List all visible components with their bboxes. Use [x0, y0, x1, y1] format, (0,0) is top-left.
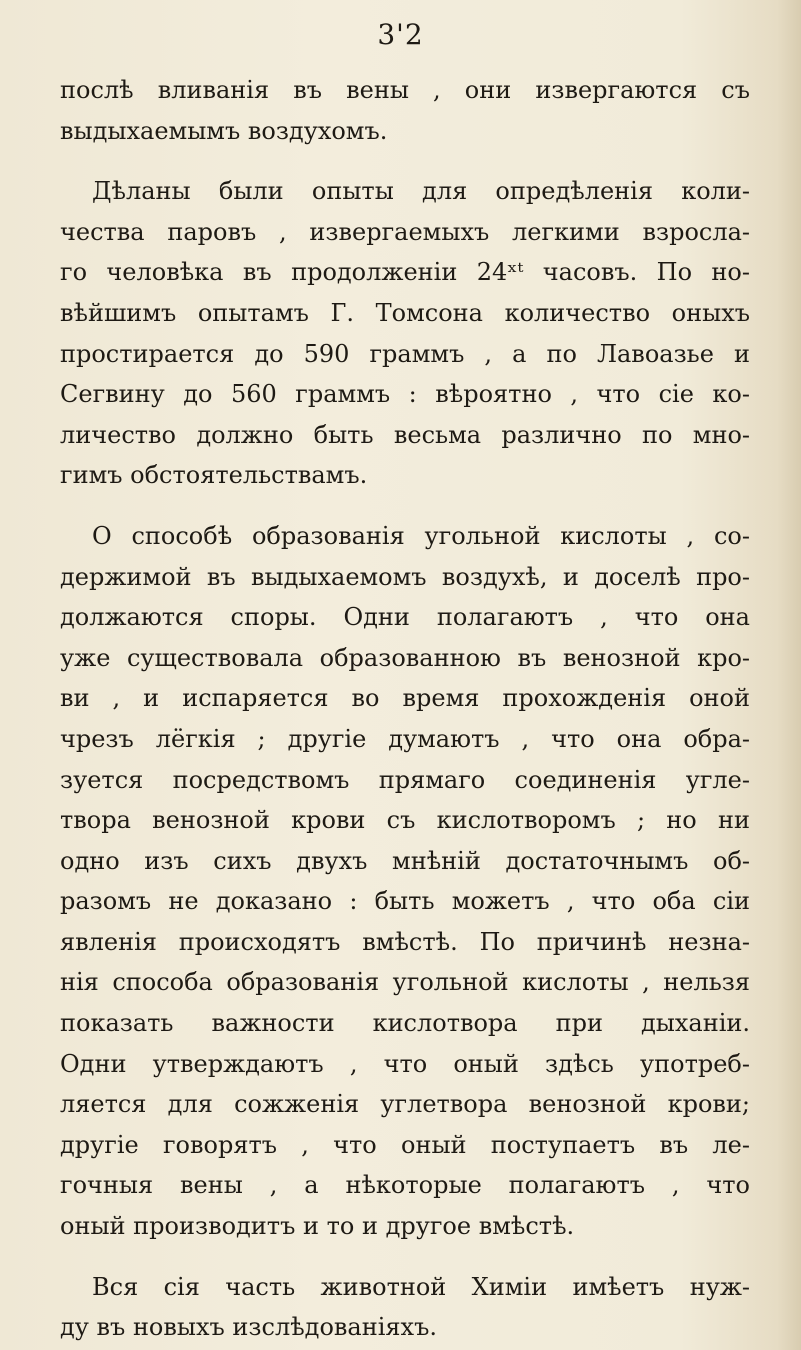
text-line: оный производитъ и то и другое вмѣстѣ. [60, 1212, 575, 1241]
text-line: гимъ обстоятельствамъ. [60, 461, 368, 490]
paragraph-4 [60, 1267, 750, 1348]
paragraph-2 [60, 171, 750, 496]
text-line: выдыхаемымъ воздухомъ. [60, 116, 388, 145]
page-number: 3'2 [377, 18, 424, 51]
text-line: нія способа образованія угольной кислоты , нельзя [60, 968, 750, 997]
text-line: чества паровъ , извергаемыхъ легкими взросла- [60, 217, 750, 246]
text-line: послѣ вливанія въ вены , они извергаются съ [60, 76, 750, 104]
text-line: вѣйшимъ опытамъ Г. Томсона количество оныхъ [60, 298, 750, 327]
text-line: разомъ не доказано : быть можетъ , что оба сіи [60, 887, 750, 916]
text-line: Сегвину до 560 граммъ : вѣроятно , что сіе ко- [60, 380, 750, 409]
text-line: зуется посредствомъ прямаго соединенія угле- [60, 765, 750, 794]
text-line: уже существовала образованною въ венозной кро- [60, 643, 750, 672]
text-line: ду въ новыхъ изслѣдованіяхъ. [60, 1313, 437, 1342]
text-line: твора венозной крови съ кислотворомъ ; но ни [60, 806, 750, 835]
text-line: показать важности кислотвора при дыханіи. [60, 1009, 750, 1038]
text-line: личество должно быть весьма различно по мно- [60, 420, 750, 449]
text-line: простирается до 590 граммъ , а по Лавоазье и [60, 339, 750, 368]
text-line: чрезъ лёгкія ; другіе думаютъ , что она обра- [60, 724, 750, 753]
text-line: ляется для сожженія углетвора венозной крови; [60, 1090, 750, 1119]
text-line: держимой въ выдыхаемомъ воздухѣ, и доселѣ про- [60, 562, 750, 591]
paragraph-1 [60, 70, 750, 151]
page-body [60, 70, 750, 1348]
text-line: О способѣ образованія угольной кислоты , со- [92, 521, 750, 550]
text-line: ви , и испаряется во время прохожденія оной [60, 684, 750, 713]
text-line: Одни утверждаютъ , что оный здѣсь употреб- [60, 1049, 750, 1078]
text-line: должаются споры. Одни полагаютъ , что она [60, 603, 750, 632]
text-line: гочныя вены , а нѣкоторые полагаютъ , что [60, 1171, 750, 1200]
text-line: одно изъ сихъ двухъ мнѣній достаточнымъ об- [60, 846, 750, 875]
paragraph-3 [60, 516, 750, 1247]
text-line: го человѣка въ продолженіи 24ˣᵗ часовъ. По но- [60, 258, 750, 287]
text-line: другіе говорятъ , что оный поступаетъ въ ле- [60, 1130, 750, 1159]
text-line: явленія происходятъ вмѣстѣ. По причинѣ незна- [60, 927, 750, 956]
text-line: Дѣланы были опыты для опредѣленія коли- [92, 177, 750, 206]
text-line: Вся сія часть животной Химіи имѣетъ нуж- [92, 1272, 750, 1301]
